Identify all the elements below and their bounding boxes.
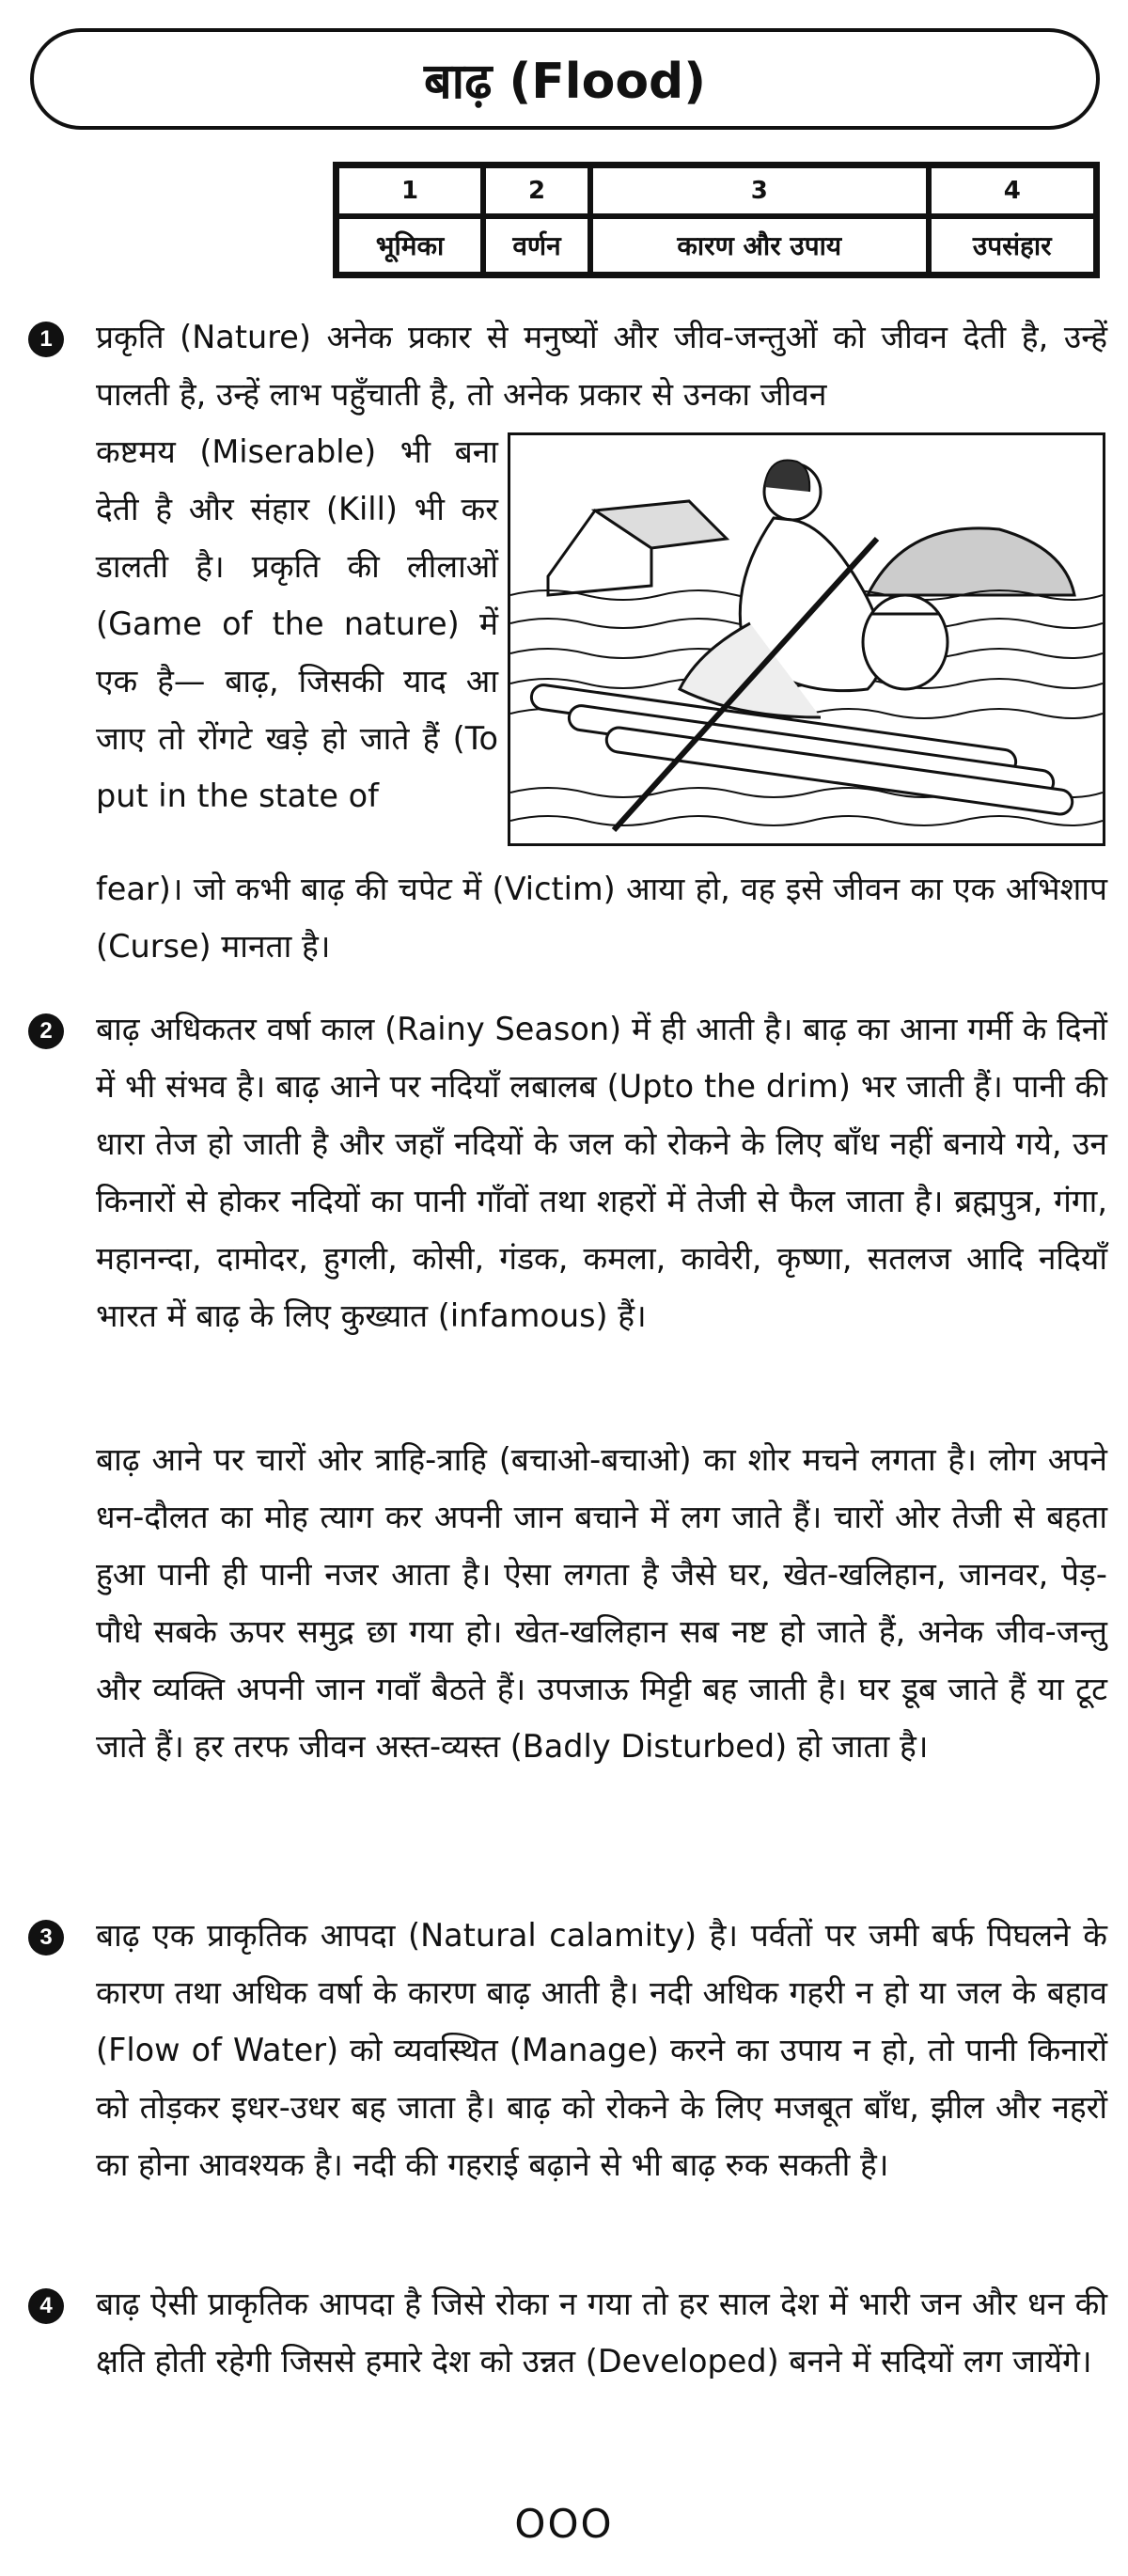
- outline-label: उपसंहार: [929, 216, 1096, 275]
- outline-label: भूमिका: [337, 216, 483, 275]
- outline-number: 1: [337, 165, 483, 216]
- outline-label: कारण और उपाय: [590, 216, 929, 275]
- paragraph-causes: बाढ़ एक प्राकृतिक आपदा (Natural calamity) है। पर्वतों पर जमी बर्फ पिघलने के कारण तथा अधिक वर्षा के कारण बाढ़ आती है। नदी अधिक गहरी न हो या जल के बहाव (Flow of Water) को व्यवस्थित (Manage) करने का उपाय न हो, तो पानी किनारों को तोड़कर इधर-उधर बह जाता है। बाढ़ को रोकने के लिए मजबूत बाँध, झील और नहरों का होना आवश्यक है। नदी की गहराई बढ़ाने से भी बाढ़ रुक सकती है।: [96, 1917, 1107, 2183]
- flood-illustration: [508, 432, 1105, 846]
- section-marker-3: 3: [28, 1920, 64, 1956]
- page-title: बाढ़ (Flood): [423, 53, 707, 110]
- paragraph-description-2: बाढ़ आने पर चारों ओर त्राहि-त्राहि (बचाओ-बचाओ) का शोर मचने लगता है। लोग अपने धन-दौलत का मोह त्याग कर अपनी जान बचाने में लग जाते हैं। चारों ओर तेजी से बहता हुआ पानी ही पानी नजर आता है। ऐसा लगता है जैसे घर, खेत-खलिहान, जानवर, पेड़-पौधे सबके ऊपर समुद्र छा गया हो। खेत-खलिहान सब नष्ट हो जाते हैं, अनेक जीव-जन्तु और व्यक्ति अपनी जान गवाँ बैठते हैं। उपजाऊ मिट्टी बह जाती है। घर डूब जाते हैं या टूट जाते हैं। हर तरफ जीवन अस्त-व्यस्त (Badly Disturbed) हो जाता है।: [96, 1441, 1107, 1765]
- title-banner: [30, 28, 1100, 130]
- outline-number: 4: [929, 165, 1096, 216]
- woman-on-raft-icon: [510, 435, 1103, 843]
- outline-number: 3: [590, 165, 929, 216]
- outline-number: 2: [483, 165, 590, 216]
- paragraph-intro-top: प्रकृति (Nature) अनेक प्रकार से मनुष्यों और जीव-जन्तुओं को जीवन देती है, उन्हें पालती है, उन्हें लाभ पहुँचाती है, तो अनेक प्रकार से उनका जीवन: [96, 319, 1107, 413]
- end-ornament: OOO: [514, 2501, 614, 2547]
- section-marker-1: 1: [28, 322, 64, 357]
- section-marker-2: 2: [28, 1013, 64, 1049]
- section-marker-4: 4: [28, 2288, 64, 2324]
- outline-label: वर्णन: [483, 216, 590, 275]
- paragraph-description-1: बाढ़ अधिकतर वर्षा काल (Rainy Season) में ही आती है। बाढ़ का आना गर्मी के दिनों में भी संभव है। बाढ़ आने पर नदियाँ लबालब (Upto the drim) भर जाती हैं। पानी की धारा तेज हो जाती है और जहाँ नदियों के जल को रोकने के लिए बाँध नहीं बनाये गये, उन किनारों से होकर नदियों का पानी गाँवों तथा शहरों में तेजी से फैल जाता है। ब्रह्मपुत्र, गंगा, महानन्दा, दामोदर, हुगली, कोसी, गंडक, कमला, कावेरी, कृष्णा, सतलज आदि नदियाँ भारत में बाढ़ के लिए कुख्यात (infamous) हैं।: [96, 1011, 1107, 1334]
- paragraph-conclusion: बाढ़ ऐसी प्राकृतिक आपदा है जिसे रोका न गया तो हर साल देश में भारी जन और धन की क्षति होती रहेगी जिससे हमारे देश को उन्नत (Developed) बनने में सदियों लग जायेंगे।: [96, 2285, 1107, 2380]
- paragraph-intro-bottom: fear)। जो कभी बाढ़ की चपेट में (Victim) आया हो, वह इसे जीवन का एक अभिशाप (Curse) मानता है।: [96, 871, 1107, 965]
- outline-table: [333, 162, 1100, 278]
- paragraph-intro-side: कष्टमय (Miserable) भी बना देती है और संहार (Kill) भी कर डालती है। प्रकृति की लीलाओं (Game of the nature) में एक है— बाढ़, जिसकी याद आ जाए तो रोंगटे खड़े हो जाते हैं (To put in the state of: [96, 433, 498, 814]
